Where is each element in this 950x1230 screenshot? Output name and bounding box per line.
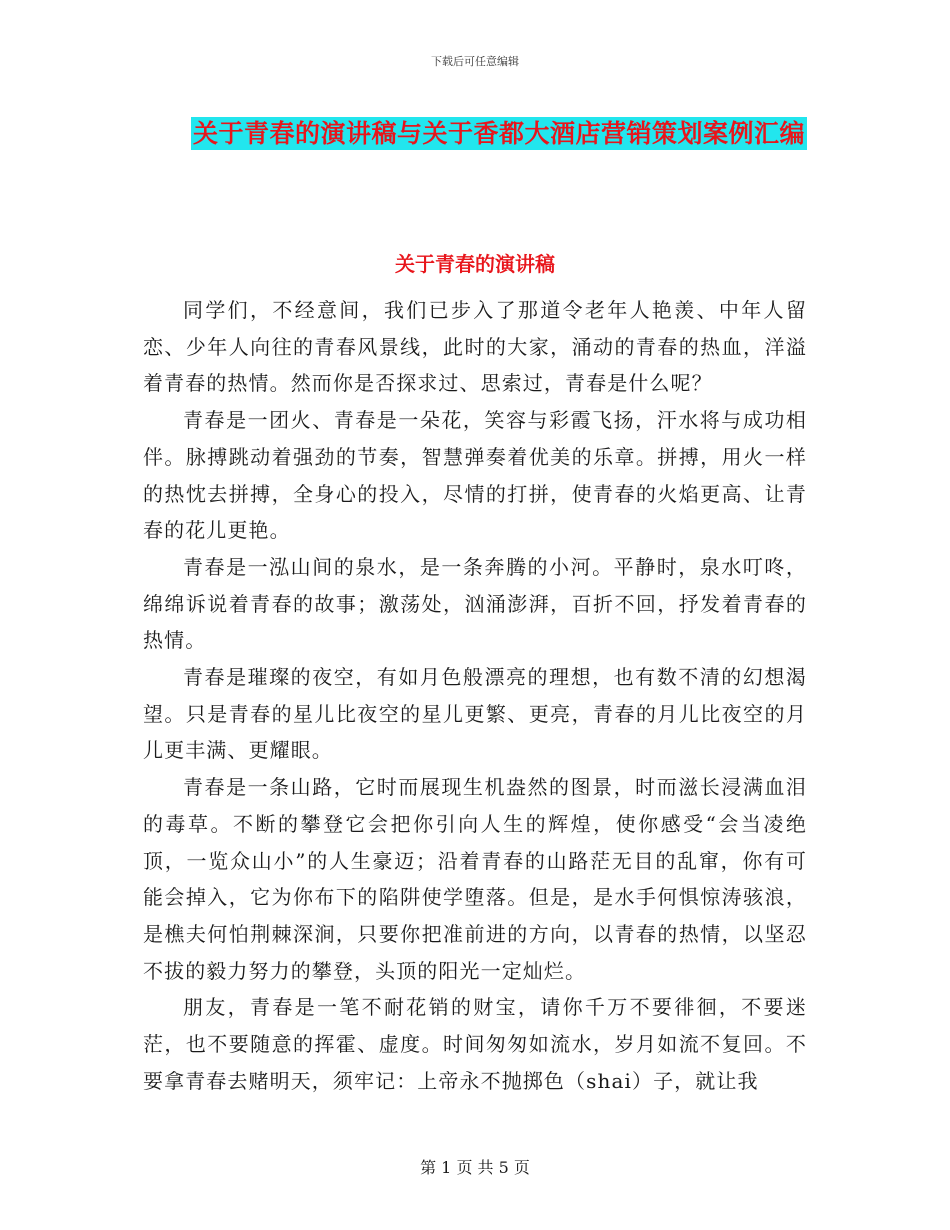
header-note: 下载后可任意编辑: [431, 55, 519, 68]
paragraph: 朋友，青春是一笔不耐花销的财宝，请你千万不要徘徊，不要迷茫，也不要随意的挥霍、虚度。时间匆匆如流水，岁月如流不复回。不要拿青春去赌明天，须牢记：上帝永不抛掷色（shai）子，就让我: [143, 995, 807, 1093]
paragraph: 青春是一条山路，它时而展现生机盎然的图景，时而滋长浸满血泪的毒草。不断的攀登它会把你引向人生的辉煌，使你感受“会当凌绝顶，一览众山小”的人生豪迈；沿着青春的山路茫无目的乱窜，你有可能会掉入，它为你布下的陷阱使学堕落。但是，是水手何惧惊涛骇浪，是樵夫何怕荆棘深涧，只要你把准前进的方向，以青春的热情，以坚忍不拔的毅力努力的攀登，头顶的阳光一定灿烂。: [143, 775, 807, 983]
paragraph: 青春是一团火、青春是一朵花，笑容与彩霞飞扬，汗水将与成功相伴。脉搏跳动着强劲的节奏，智慧弹奏着优美的乐章。拼搏，用火一样的热忱去拼搏，全身心的投入，尽情的打拼，使青春的火焰更高、让青春的花儿更艳。: [143, 408, 807, 543]
paragraph: 青春是璀璨的夜空，有如月色般漂亮的理想，也有数不清的幻想渴望。只是青春的星儿比夜空的星儿更繁、更亮，青春的月儿比夜空的月儿更丰满、更耀眼。: [143, 665, 807, 763]
paragraph: 青春是一泓山间的泉水，是一条奔腾的小河。平静时，泉水叮咚，绵绵诉说着青春的故事；激荡处，汹涌澎湃，百折不回，抒发着青春的热情。: [143, 554, 807, 653]
paragraph: 同学们，不经意间，我们已步入了那道令老年人艳羡、中年人留恋、少年人向往的青春风景线，此时的大家，涌动的青春的热血，洋溢着青春的热情。然而你是否探求过、思索过，青春是什么呢？: [143, 298, 807, 396]
section-title: 关于青春的演讲稿: [395, 252, 555, 276]
document-title-text: 关于青春的演讲稿与关于香都大酒店营销策划案例汇编: [192, 119, 805, 148]
document-title: [190, 112, 808, 156]
page-footer: 第 1 页 共 5 页: [420, 1158, 530, 1177]
body-text: [143, 292, 807, 1099]
